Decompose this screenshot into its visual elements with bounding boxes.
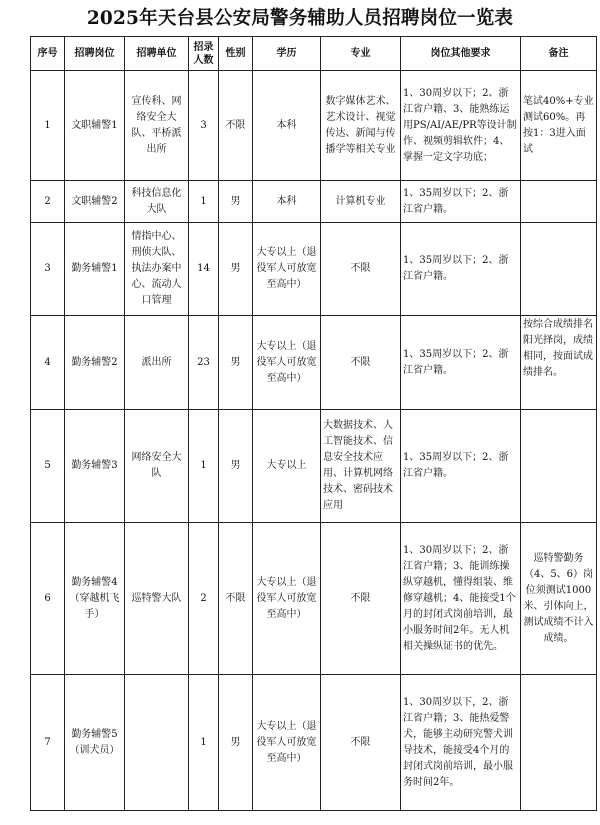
header-count: 招录人数: [189, 37, 219, 71]
cell-requirements: 1、30周岁以下；2、浙江省户籍；3、能训练操纵穿越机，懂得组装、维修穿越机；4、能接受1个月的封闭式岗前培训，最小服务时间2年。无人机相关操纵证书的优先。: [401, 523, 521, 675]
cell-seq: 4: [31, 316, 65, 410]
cell-position: 勤务辅警3: [65, 410, 125, 523]
cell-seq: 7: [31, 675, 65, 811]
cell-gender: 男: [219, 410, 253, 523]
cell-requirements: 1、35周岁以下；2、浙江省户籍。: [401, 410, 521, 523]
cell-count: 2: [189, 523, 219, 675]
cell-gender: 男: [219, 181, 253, 223]
table-header-row: [31, 37, 597, 71]
table-row: [31, 675, 597, 811]
cell-education: 本科: [253, 71, 321, 181]
cell-requirements: 1、30周岁以下；2、浙江省户籍、3、能熟练运用PS/AI/AE/PR等设计制作、视频剪辑软件；4、掌握一定文字功底；: [401, 71, 521, 181]
cell-requirements: 1、35周岁以下；2、浙江省户籍。: [401, 181, 521, 223]
cell-remarks: 按综合成绩排名阳光择岗，成绩相同，按面试成绩排名。: [521, 316, 597, 410]
cell-gender: 不限: [219, 523, 253, 675]
header-requirements: 岗位其他要求: [401, 37, 521, 71]
cell-seq: 2: [31, 181, 65, 223]
cell-unit: [125, 675, 189, 811]
cell-seq: 6: [31, 523, 65, 675]
header-major: 专业: [321, 37, 401, 71]
cell-major: 不限: [321, 316, 401, 410]
cell-education: 大专以上: [253, 410, 321, 523]
cell-education: 大专以上（退役军人可放宽至高中）: [253, 675, 321, 811]
page-title: 2025年天台县公安局警务辅助人员招聘岗位一览表: [86, 8, 514, 29]
cell-remarks: [521, 223, 597, 316]
header-remarks: 备注: [521, 37, 597, 71]
header-position: 招聘岗位: [65, 37, 125, 71]
table-row: [31, 523, 597, 675]
cell-education: 大专以上（退役军人可放宽至高中）: [253, 316, 321, 410]
cell-requirements: 1、35周岁以下；2、浙江省户籍。: [401, 223, 521, 316]
cell-gender: 男: [219, 675, 253, 811]
table-row: [31, 316, 597, 410]
cell-count: 23: [189, 316, 219, 410]
cell-seq: 1: [31, 71, 65, 181]
cell-count: 1: [189, 181, 219, 223]
table-row: [31, 223, 597, 316]
cell-major: 不限: [321, 675, 401, 811]
cell-gender: 不限: [219, 71, 253, 181]
cell-major: 大数据技术、人工智能技术、信息安全技术应用、计算机网络技术、密码技术应用: [321, 410, 401, 523]
cell-remarks: 巡特警勤务（4、5、6）岗位须测试1000米、引体向上，测试成绩不计入成绩。: [521, 523, 597, 675]
cell-major: 不限: [321, 523, 401, 675]
cell-position: 勤务辅警4（穿越机飞手）: [65, 523, 125, 675]
cell-unit: 网络安全大队: [125, 410, 189, 523]
cell-unit: 科技信息化大队: [125, 181, 189, 223]
cell-education: 大专以上（退役军人可放宽至高中）: [253, 523, 321, 675]
cell-unit: 情指中心、刑侦大队、执法办案中心、流动人口管理: [125, 223, 189, 316]
cell-requirements: 1、30周岁以下，2、浙江省户籍；3、能热爱警犬，能够主动研究警犬训导技术，能接受4个月的封闭式岗前培训，最小服务时间2年。: [401, 675, 521, 811]
cell-position: 勤务辅警1: [65, 223, 125, 316]
cell-position: 勤务辅警2: [65, 316, 125, 410]
header-unit: 招聘单位: [125, 37, 189, 71]
table-row: [31, 410, 597, 523]
cell-education: 本科: [253, 181, 321, 223]
cell-major: 不限: [321, 223, 401, 316]
cell-count: 1: [189, 410, 219, 523]
cell-seq: 3: [31, 223, 65, 316]
cell-remarks: [521, 675, 597, 811]
header-seq: 序号: [31, 37, 65, 71]
cell-gender: 男: [219, 316, 253, 410]
cell-remarks: [521, 181, 597, 223]
table-row: [31, 181, 597, 223]
cell-requirements: 1、35周岁以下；2、浙江省户籍。: [401, 316, 521, 410]
cell-count: 3: [189, 71, 219, 181]
header-education: 学历: [253, 37, 321, 71]
cell-position: 文职辅警2: [65, 181, 125, 223]
cell-unit: 派出所: [125, 316, 189, 410]
cell-position: 文职辅警1: [65, 71, 125, 181]
cell-education: 大专以上（退役军人可放宽至高中）: [253, 223, 321, 316]
cell-major: 计算机专业: [321, 181, 401, 223]
header-gender: 性别: [219, 37, 253, 71]
table-row: [31, 71, 597, 181]
recruitment-table: [30, 36, 597, 811]
cell-unit: 巡特警大队: [125, 523, 189, 675]
cell-remarks: 笔试40%+专业测试60%。再按1：3进入面试: [521, 71, 597, 181]
cell-position: 勤务辅警5（训犬员）: [65, 675, 125, 811]
cell-unit: 宣传科、网络安全大队、平桥派出所: [125, 71, 189, 181]
cell-remarks: [521, 410, 597, 523]
cell-count: 14: [189, 223, 219, 316]
cell-count: 1: [189, 675, 219, 811]
cell-seq: 5: [31, 410, 65, 523]
cell-major: 数字媒体艺术、艺术设计、视觉传达、新闻与传播学等相关专业: [321, 71, 401, 181]
cell-gender: 男: [219, 223, 253, 316]
